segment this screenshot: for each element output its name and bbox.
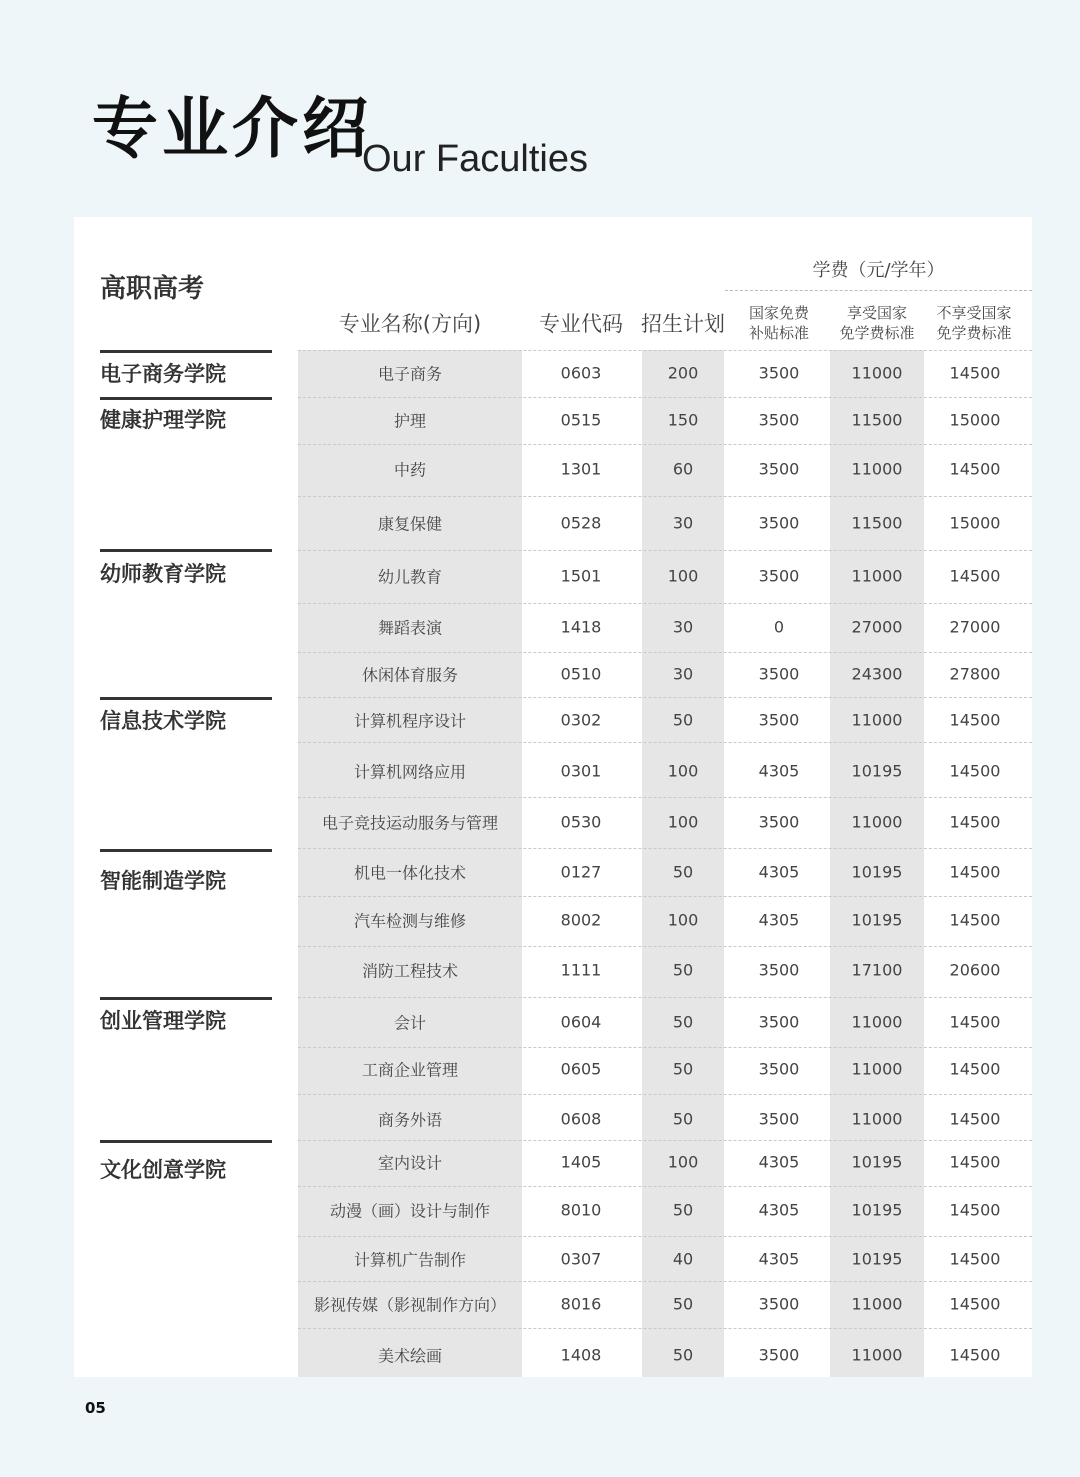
cell-fee-a: 3500	[758, 812, 800, 832]
cell-code: 0528	[560, 513, 602, 533]
cell-major: 商务外语	[377, 1110, 442, 1130]
faculty-name: 信息技术学院	[100, 709, 226, 733]
cell-code: 8002	[560, 910, 602, 930]
cell-major: 计算机网络应用	[353, 762, 466, 782]
row-divider	[298, 742, 1032, 743]
cell-major: 护理	[393, 411, 426, 431]
row-divider	[298, 1281, 1032, 1282]
cell-plan: 50	[672, 862, 694, 882]
column-header-fee-c-line1: 不享受国家	[936, 304, 1012, 322]
faculty-name: 健康护理学院	[100, 408, 226, 432]
cell-fee-c: 14500	[949, 1294, 1001, 1314]
faculty-divider	[100, 350, 272, 353]
cell-fee-a: 3500	[758, 1294, 800, 1314]
cell-plan: 50	[672, 960, 694, 980]
faculty-name: 电子商务学院	[100, 362, 226, 386]
row-divider	[298, 550, 1032, 551]
cell-fee-c: 27800	[949, 664, 1001, 684]
row-divider	[298, 697, 1032, 698]
row-divider	[298, 1094, 1032, 1095]
cell-code: 1405	[560, 1152, 602, 1172]
cell-plan: 100	[667, 566, 699, 586]
cell-fee-b: 24300	[851, 664, 903, 684]
faculty-divider	[100, 549, 272, 552]
page-title: 专业介绍	[92, 90, 372, 167]
cell-fee-c: 14500	[949, 710, 1001, 730]
cell-fee-a: 3500	[758, 459, 800, 479]
cell-code: 0515	[560, 410, 602, 430]
cell-fee-c: 27000	[949, 617, 1001, 637]
cell-plan: 50	[672, 1059, 694, 1079]
row-divider	[298, 444, 1032, 445]
faculty-divider	[100, 997, 272, 1000]
cell-plan: 100	[667, 812, 699, 832]
cell-code: 8016	[560, 1294, 602, 1314]
cell-code: 1501	[560, 566, 602, 586]
cell-code: 0127	[560, 862, 602, 882]
cell-major: 动漫（画）设计与制作	[329, 1201, 490, 1221]
cell-fee-c: 14500	[949, 1109, 1001, 1129]
cell-fee-a: 3500	[758, 960, 800, 980]
cell-fee-b: 11000	[851, 1109, 903, 1129]
cell-major: 室内设计	[377, 1153, 442, 1173]
cell-major: 消防工程技术	[361, 961, 458, 981]
column-header-fee-a-line2: 补贴标准	[748, 324, 809, 342]
cell-fee-a: 4305	[758, 761, 800, 781]
row-divider	[298, 1186, 1032, 1187]
cell-plan: 50	[672, 1012, 694, 1032]
cell-fee-b: 11000	[851, 1012, 903, 1032]
cell-plan: 50	[672, 1200, 694, 1220]
cell-fee-c: 14500	[949, 1249, 1001, 1269]
row-divider	[298, 1328, 1032, 1329]
column-header-fee-b	[826, 303, 928, 343]
row-divider	[298, 997, 1032, 998]
cell-fee-c: 14500	[949, 1152, 1001, 1172]
row-divider	[298, 848, 1032, 849]
cell-major: 电子商务	[377, 364, 442, 384]
row-divider	[298, 1047, 1032, 1048]
cell-fee-b: 10195	[851, 862, 903, 882]
cell-major: 计算机程序设计	[353, 711, 466, 731]
cell-fee-a: 3500	[758, 363, 800, 383]
cell-major: 会计	[393, 1013, 426, 1033]
cell-fee-b: 11500	[851, 410, 903, 430]
cell-plan: 50	[672, 1345, 694, 1365]
cell-fee-a: 4305	[758, 1249, 800, 1269]
cell-code: 0301	[560, 761, 602, 781]
cell-fee-c: 14500	[949, 363, 1001, 383]
cell-major: 康复保健	[377, 514, 442, 534]
cell-major: 中药	[393, 460, 426, 480]
cell-fee-a: 4305	[758, 1200, 800, 1220]
cell-code: 1408	[560, 1345, 602, 1365]
row-divider	[298, 1236, 1032, 1237]
cell-fee-c: 14500	[949, 1200, 1001, 1220]
cell-code: 8010	[560, 1200, 602, 1220]
cell-fee-a: 3500	[758, 710, 800, 730]
faculty-divider	[100, 849, 272, 852]
cell-plan: 50	[672, 1294, 694, 1314]
column-header-fee-c	[922, 303, 1026, 343]
faculty-divider	[100, 397, 272, 400]
cell-plan: 30	[672, 617, 694, 637]
cell-fee-b: 11000	[851, 812, 903, 832]
cell-code: 0605	[560, 1059, 602, 1079]
cell-fee-c: 14500	[949, 1012, 1001, 1032]
cell-plan: 100	[667, 1152, 699, 1172]
cell-plan: 100	[667, 910, 699, 930]
cell-fee-a: 3500	[758, 1059, 800, 1079]
cell-fee-a: 3500	[758, 566, 800, 586]
cell-fee-a: 4305	[758, 910, 800, 930]
row-divider	[298, 946, 1032, 947]
cell-major: 机电一体化技术	[353, 863, 466, 883]
cell-fee-c: 14500	[949, 761, 1001, 781]
cell-fee-a: 4305	[758, 1152, 800, 1172]
cell-code: 1111	[560, 960, 602, 980]
cell-fee-b: 27000	[851, 617, 903, 637]
cell-plan: 200	[667, 363, 699, 383]
cell-fee-b: 10195	[851, 910, 903, 930]
cell-major: 电子竞技运动服务与管理	[321, 813, 498, 833]
cell-fee-c: 15000	[949, 410, 1001, 430]
cell-fee-a: 4305	[758, 862, 800, 882]
cell-fee-a: 3500	[758, 664, 800, 684]
column-header-major: 专业名称(方向)	[338, 312, 482, 336]
cell-major: 汽车检测与维修	[353, 911, 466, 931]
cell-plan: 30	[672, 513, 694, 533]
row-divider	[298, 350, 1032, 351]
cell-major: 工商企业管理	[361, 1060, 458, 1080]
column-header-fee-c-line2: 免学费标准	[936, 324, 1012, 342]
cell-fee-c: 15000	[949, 513, 1001, 533]
faculty-name: 文化创意学院	[100, 1158, 226, 1182]
row-divider	[298, 496, 1032, 497]
fee-group-header: 学费（元/学年）	[812, 260, 945, 281]
row-divider	[298, 896, 1032, 897]
cell-code: 0302	[560, 710, 602, 730]
cell-fee-b: 11500	[851, 513, 903, 533]
cell-fee-a: 3500	[758, 513, 800, 533]
cell-plan: 50	[672, 710, 694, 730]
cell-code: 0530	[560, 812, 602, 832]
column-header-fee-a	[728, 303, 830, 343]
cell-code: 1418	[560, 617, 602, 637]
faculty-divider	[100, 1140, 272, 1143]
cell-fee-c: 14500	[949, 459, 1001, 479]
row-divider	[298, 797, 1032, 798]
cell-fee-c: 14500	[949, 812, 1001, 832]
cell-major: 舞蹈表演	[377, 618, 442, 638]
cell-fee-a: 3500	[758, 1109, 800, 1129]
page-number: 05	[85, 1399, 106, 1417]
cell-fee-c: 20600	[949, 960, 1001, 980]
cell-code: 0604	[560, 1012, 602, 1032]
cell-fee-c: 14500	[949, 1345, 1001, 1365]
cell-code: 0510	[560, 664, 602, 684]
cell-major: 休闲体育服务	[361, 665, 458, 685]
cell-plan: 50	[672, 1109, 694, 1129]
column-header-plan: 招生计划	[641, 312, 725, 336]
faculty-name: 幼师教育学院	[100, 562, 226, 586]
cell-plan: 60	[672, 459, 694, 479]
faculty-name: 创业管理学院	[100, 1009, 226, 1033]
cell-plan: 100	[667, 761, 699, 781]
cell-fee-b: 17100	[851, 960, 903, 980]
cell-fee-b: 11000	[851, 363, 903, 383]
column-header-fee-b-line2: 免学费标准	[839, 324, 915, 342]
column-header-fee-a-line1: 国家免费	[748, 304, 809, 322]
cell-fee-b: 10195	[851, 1200, 903, 1220]
cell-plan: 40	[672, 1249, 694, 1269]
cell-fee-a: 3500	[758, 1345, 800, 1365]
cell-major: 影视传媒（影视制作方向）	[313, 1295, 506, 1315]
cell-fee-b: 11000	[851, 459, 903, 479]
faculty-divider	[100, 697, 272, 700]
cell-fee-c: 14500	[949, 1059, 1001, 1079]
column-header-code: 专业代码	[539, 312, 623, 336]
row-divider	[298, 652, 1032, 653]
cell-major: 计算机广告制作	[353, 1250, 466, 1270]
cell-fee-b: 11000	[851, 710, 903, 730]
cell-fee-b: 11000	[851, 1345, 903, 1365]
row-divider	[298, 397, 1032, 398]
faculty-name: 智能制造学院	[100, 869, 226, 893]
column-header-fee-b-line1: 享受国家	[846, 304, 907, 322]
cell-fee-b: 10195	[851, 761, 903, 781]
cell-code: 0307	[560, 1249, 602, 1269]
section-title: 高职高考	[100, 274, 205, 304]
cell-fee-b: 11000	[851, 566, 903, 586]
cell-major: 美术绘画	[377, 1346, 442, 1366]
cell-major: 幼儿教育	[377, 567, 442, 587]
cell-code: 0608	[560, 1109, 602, 1129]
cell-fee-b: 10195	[851, 1152, 903, 1172]
cell-fee-c: 14500	[949, 566, 1001, 586]
cell-fee-a: 3500	[758, 1012, 800, 1032]
cell-fee-b: 11000	[851, 1059, 903, 1079]
page-subtitle: Our Faculties	[362, 138, 588, 180]
cell-fee-a: 0	[773, 617, 785, 637]
fee-header-divider	[725, 290, 1032, 291]
cell-fee-c: 14500	[949, 910, 1001, 930]
row-divider	[298, 603, 1032, 604]
cell-plan: 30	[672, 664, 694, 684]
cell-fee-a: 3500	[758, 410, 800, 430]
cell-plan: 150	[667, 410, 699, 430]
cell-fee-c: 14500	[949, 862, 1001, 882]
cell-fee-b: 10195	[851, 1249, 903, 1269]
cell-code: 0603	[560, 363, 602, 383]
row-divider	[298, 1140, 1032, 1141]
cell-code: 1301	[560, 459, 602, 479]
cell-fee-b: 11000	[851, 1294, 903, 1314]
